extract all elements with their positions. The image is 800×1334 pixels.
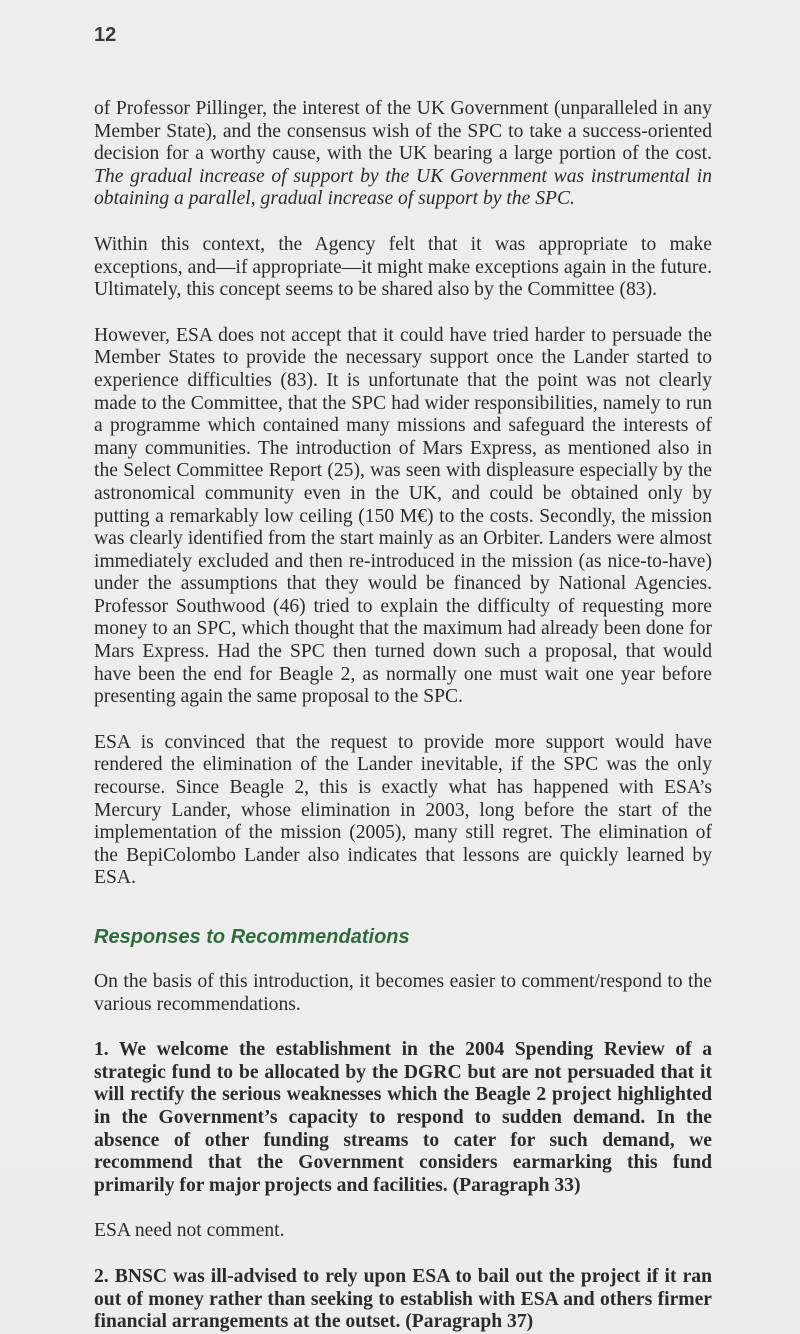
- paragraph-esa-does-not-accept: However, ESA does not accept that it could have tried harder to persuade the Member States to provide the necessary support once the Lander started to experience difficulties (83). It is unfortunate that the point was not clearly made to the Committee, that the SPC had wider responsibilities, namely to run a programme which contained many missions and safeguard the interests of many communities. The introduction of Mars Express, as mentioned also in the Select Committee Report (25), was seen with displeasure especially by the astronomical community even in the UK, and could be obtained only by putting a remarkably low ceiling (150 M€) to the costs. Secondly, the mission was clearly identified from the start mainly as an Orbiter. Landers were almost immediately excluded and then re-introduced in the mission (as nice-to-have) under the assumptions that they would be financed by National Agencies. Professor Southwood (46) tried to explain the difficulty of requesting more money to an SPC, which thought that the maximum had already been done for Mars Express. Had the SPC then turned down such a proposal, that would have been the end for Beagle 2, as normally one must wait one year before presenting again the same proposal to the SPC.: [94, 324, 712, 708]
- paragraph-intro: On the basis of this introduction, it becomes easier to comment/respond to the various recommendations.: [94, 971, 712, 1015]
- body-text: [94, 98, 712, 1334]
- paragraph-continuation-text: of Professor Pillinger, the interest of the UK Government (unparalleled in any Member State), and the consensus wish of the SPC to take a success-oriented decision for a worthy cause, with the UK bearing a large portion of the cost.: [94, 98, 712, 165]
- paragraph-esa-convinced: ESA is convinced that the request to provide more support would have rendered the elimination of the Lander inevitable, if the SPC was the only recourse. Since Beagle 2, this is exactly what has happened with ESA’s Mercury Lander, whose elimination in 2003, long before the start of the implementation of the mission (2005), many still regret. The elimination of the BepiColombo Lander also indicates that lessons are quickly learned by ESA.: [94, 731, 712, 889]
- page-number: 12: [94, 24, 117, 46]
- paragraph-continuation-italic: The gradual increase of support by the UK Government was instrumental in obtaining a parallel, gradual increase of support by the SPC.: [94, 165, 712, 210]
- response-1: ESA need not comment.: [94, 1220, 285, 1242]
- recommendation-2: 2. BNSC was ill-advised to rely upon ESA to bail out the project if it ran out of money rather than seeking to establish with ESA and others firmer financial arrangements at the outset. (Paragraph 37): [94, 1265, 712, 1333]
- paragraph-continuation: [94, 98, 712, 211]
- section-heading: Responses to Recommendations: [94, 926, 410, 948]
- recommendation-1: 1. We welcome the establishment in the 2004 Spending Review of a strategic fund to be allocated by the DGRC but are not persuaded that it will rectify the serious weaknesses which the Beagle 2 project highlighted in the Government’s capacity to respond to sudden demand. In the absence of other funding streams to cater for such demand, we recommend that the Government considers earmarking this fund primarily for major projects and facilities. (Paragraph 33): [94, 1039, 712, 1196]
- paragraph-agency-exceptions: Within this context, the Agency felt that it was appropriate to make exceptions, and—if appropriate—it might make exceptions again in the future. Ultimately, this concept seems to be shared also by the Committee (83).: [94, 233, 712, 301]
